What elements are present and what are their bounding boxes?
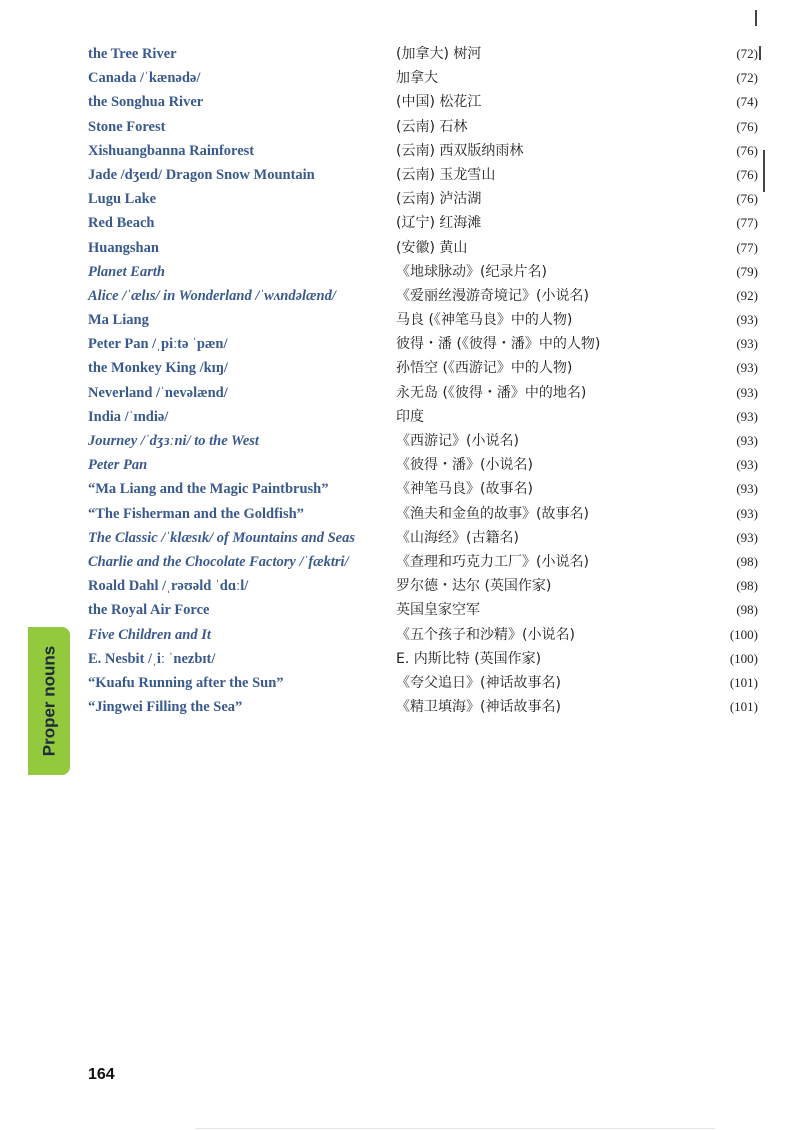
entry-chinese: 加拿大	[396, 70, 438, 87]
entry-english: Jade /dʒeɪd/ Dragon Snow Mountain	[88, 166, 315, 183]
entry-english: Neverland /ˈnevəlænd/	[88, 384, 228, 401]
list-item	[88, 211, 758, 235]
edge-mark-upper	[759, 46, 761, 60]
entry-page-ref: (93)	[736, 336, 758, 352]
entry-english: Roald Dahl /ˌrəʊəld ˈdɑːl/	[88, 578, 249, 595]
entry-english: Canada /ˈkænədə/	[88, 70, 201, 87]
entry-chinese: 英国皇家空军	[396, 602, 480, 619]
list-item	[88, 623, 758, 647]
entry-page-ref: (101)	[729, 699, 758, 715]
entry-chinese: (云南) 石林	[396, 118, 468, 135]
entry-page-ref: (93)	[736, 529, 758, 545]
entry-english: the Tree River	[88, 46, 177, 62]
page-number: 164	[88, 1066, 115, 1083]
entry-chinese: (云南) 玉龙雪山	[396, 166, 496, 183]
list-item	[88, 502, 758, 526]
entry-page-ref: (93)	[736, 360, 758, 376]
entry-english: Journey /ˈdʒɜːni/ to the West	[88, 433, 259, 449]
edge-mark-mid	[763, 150, 765, 192]
list-item	[88, 115, 758, 139]
entry-english: Lugu Lake	[88, 191, 157, 208]
entry-chinese: 《查理和巧克力工厂》(小说名)	[396, 553, 589, 570]
entry-english: “Kuafu Running after the Sun”	[88, 674, 284, 691]
edge-mark-top	[755, 10, 757, 26]
entry-english: Peter Pan /ˌpiːtə ˈpæn/	[88, 336, 228, 353]
entry-english: Alice /ˈælɪs/ in Wonderland /ˈwʌndəlænd/	[88, 287, 336, 304]
entry-page-ref: (77)	[736, 215, 758, 231]
entry-english: Charlie and the Chocolate Factory /ˈfæktri/	[88, 553, 349, 570]
entry-chinese: 《山海经》(古籍名)	[396, 529, 519, 546]
list-item	[88, 453, 758, 477]
entry-chinese: (加拿大) 树河	[396, 46, 482, 62]
entry-page-ref: (76)	[736, 166, 758, 182]
list-item	[88, 526, 758, 550]
entry-page-ref: (100)	[729, 626, 758, 642]
entry-page-ref: (76)	[736, 191, 758, 207]
entry-page-ref: (93)	[736, 384, 758, 400]
entry-page-ref: (92)	[736, 287, 758, 303]
list-item	[88, 139, 758, 163]
entry-english: Planet Earth	[88, 263, 165, 280]
entry-page-ref: (93)	[736, 457, 758, 473]
entry-chinese: (云南) 西双版纳雨林	[396, 142, 524, 159]
proper-nouns-list	[88, 42, 758, 719]
entry-chinese: (云南) 泸沽湖	[396, 191, 482, 208]
entry-page-ref: (93)	[736, 408, 758, 424]
entry-chinese: 罗尔德・达尔 (英国作家)	[396, 578, 552, 595]
list-item	[88, 284, 758, 308]
list-item	[88, 695, 758, 719]
list-item	[88, 405, 758, 429]
entry-chinese: E. 内斯比特 (英国作家)	[396, 650, 542, 667]
entry-chinese: 彼得・潘 (《彼得・潘》中的人物)	[396, 336, 601, 353]
entry-chinese: 马良 (《神笔马良》中的人物)	[396, 312, 573, 329]
entry-chinese: 《爱丽丝漫游奇境记》(小说名)	[396, 287, 589, 304]
list-item	[88, 598, 758, 622]
entry-english: Huangshan	[88, 239, 159, 256]
entry-chinese: 《夸父追日》(神话故事名)	[396, 674, 561, 691]
entry-english: the Royal Air Force	[88, 602, 210, 619]
list-item	[88, 381, 758, 405]
list-item	[88, 66, 758, 90]
list-item	[88, 356, 758, 380]
entry-chinese: 永无岛 (《彼得・潘》中的地名)	[396, 384, 587, 401]
entry-english: the Monkey King /kɪŋ/	[88, 360, 228, 377]
entry-chinese: 孙悟空 (《西游记》中的人物)	[396, 360, 573, 377]
entry-chinese: 《西游记》(小说名)	[396, 433, 519, 449]
section-tab	[28, 627, 70, 775]
entry-page-ref: (74)	[736, 94, 758, 110]
entry-page-ref: (93)	[736, 433, 758, 448]
list-item	[88, 671, 758, 695]
entry-page-ref: (79)	[736, 263, 758, 279]
entry-chinese: 《神笔马良》(故事名)	[396, 481, 533, 498]
list-item	[88, 574, 758, 598]
entry-english: Peter Pan	[88, 457, 148, 474]
entry-chinese: 印度	[396, 408, 424, 425]
entry-english: Ma Liang	[88, 312, 149, 329]
entry-chinese: 《彼得・潘》(小说名)	[396, 457, 533, 474]
entry-english: Xishuangbanna Rainforest	[88, 142, 255, 159]
list-item	[88, 647, 758, 671]
list-item	[88, 332, 758, 356]
entry-english: Red Beach	[88, 215, 155, 232]
list-item	[88, 477, 758, 501]
entry-chinese: (中国) 松花江	[396, 94, 482, 111]
entry-chinese: 《渔夫和金鱼的故事》(故事名)	[396, 505, 589, 522]
entry-chinese: 《地球脉动》(纪录片名)	[396, 263, 547, 280]
list-item	[88, 90, 758, 114]
entry-english: E. Nesbit /ˌiː ˈnezbɪt/	[88, 650, 216, 667]
entry-page-ref: (76)	[736, 142, 758, 158]
entry-english: “The Fisherman and the Goldfish”	[88, 505, 304, 522]
entry-page-ref: (76)	[736, 118, 758, 134]
entry-english: The Classic /ˈklæsɪk/ of Mountains and Seas	[88, 529, 355, 546]
entry-english: “Jingwei Filling the Sea”	[88, 699, 243, 716]
entry-page-ref: (72)	[736, 46, 758, 61]
entry-page-ref: (101)	[729, 674, 758, 690]
section-tab-label: Proper nouns	[39, 645, 59, 757]
entry-page-ref: (100)	[729, 650, 758, 666]
entry-page-ref: (98)	[736, 602, 758, 618]
list-item	[88, 236, 758, 260]
entry-english: Stone Forest	[88, 118, 166, 135]
bottom-rule	[195, 1128, 715, 1129]
entry-chinese: (安徽) 黄山	[396, 239, 468, 256]
entry-page-ref: (72)	[736, 70, 758, 86]
list-item	[88, 429, 758, 453]
entry-chinese: 《精卫填海》(神话故事名)	[396, 699, 561, 716]
entry-chinese: (辽宁) 红海滩	[396, 215, 482, 232]
entry-page-ref: (93)	[736, 505, 758, 521]
entry-page-ref: (98)	[736, 553, 758, 569]
entry-english: India /ˈɪndiə/	[88, 408, 169, 425]
list-item	[88, 308, 758, 332]
list-item	[88, 163, 758, 187]
list-item	[88, 187, 758, 211]
entry-english: the Songhua River	[88, 94, 204, 111]
entry-page-ref: (93)	[736, 312, 758, 328]
entry-chinese: 《五个孩子和沙精》(小说名)	[396, 626, 575, 643]
list-item	[88, 42, 758, 66]
entry-english: Five Children and It	[88, 626, 211, 643]
list-item	[88, 260, 758, 284]
entry-page-ref: (98)	[736, 578, 758, 594]
entry-page-ref: (77)	[736, 239, 758, 255]
list-item	[88, 550, 758, 574]
entry-english: “Ma Liang and the Magic Paintbrush”	[88, 481, 329, 498]
entry-page-ref: (93)	[736, 481, 758, 497]
